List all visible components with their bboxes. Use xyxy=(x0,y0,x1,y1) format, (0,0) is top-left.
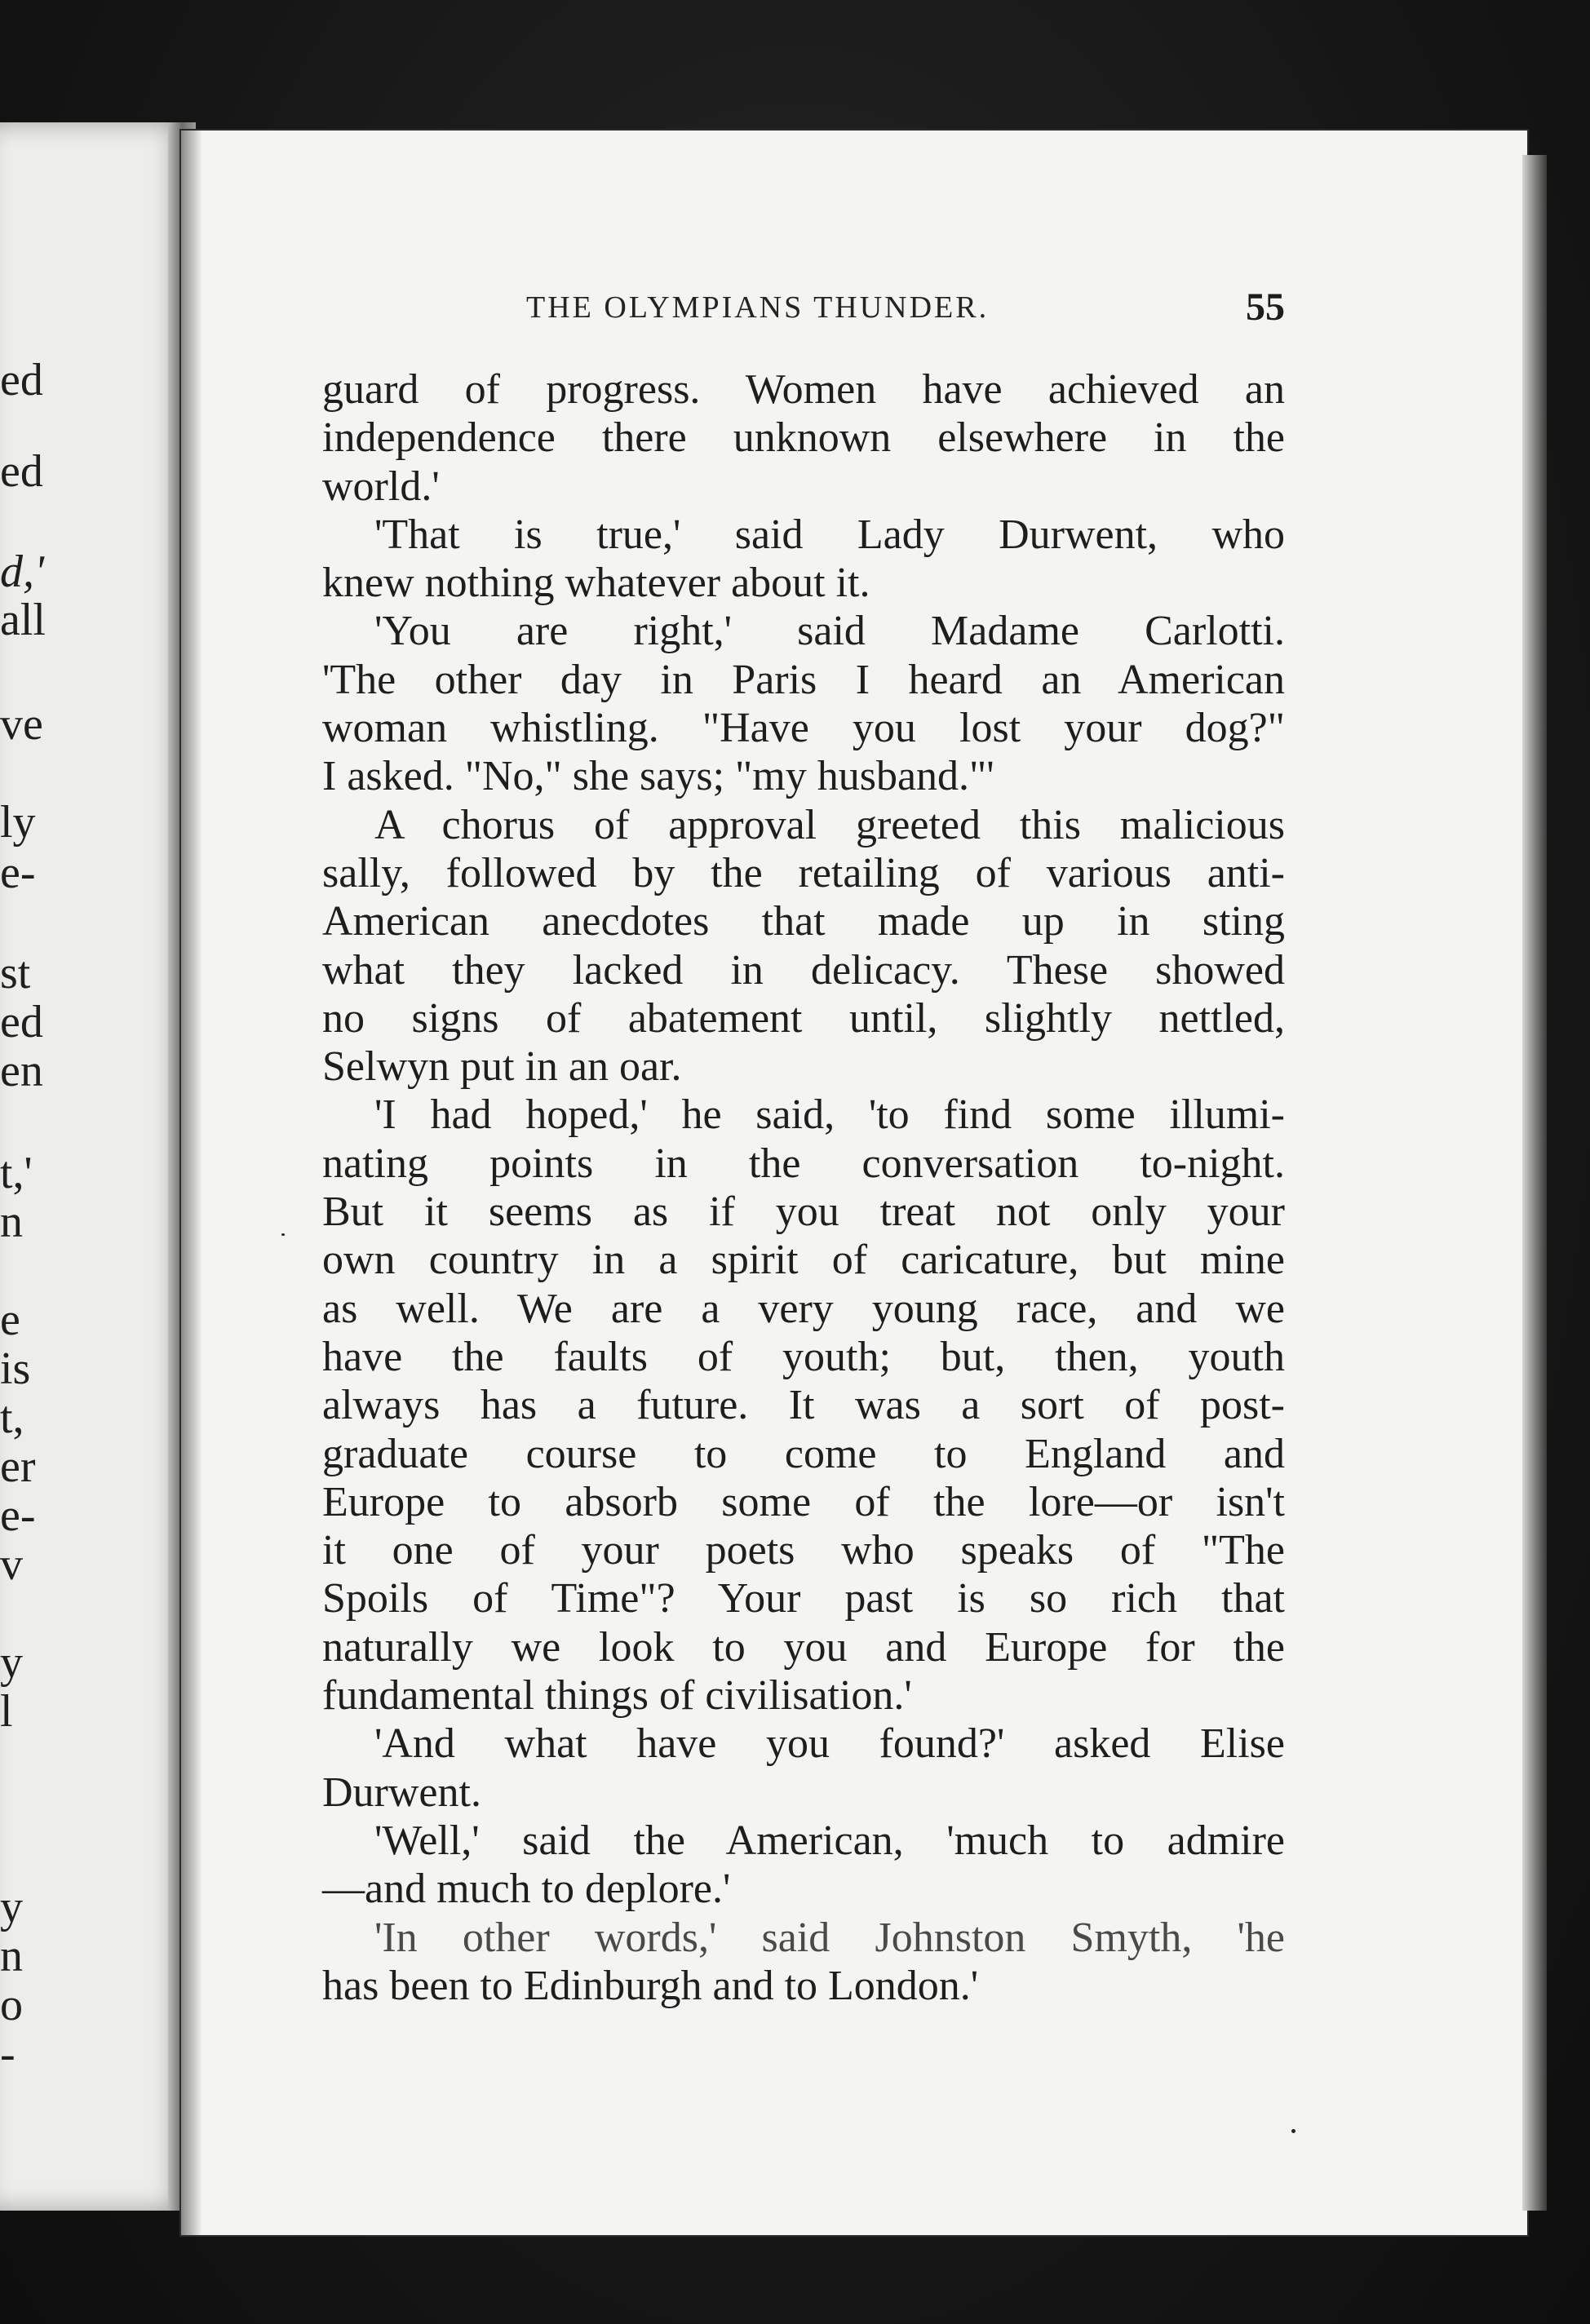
facing-page-fragment: d,' xyxy=(0,547,44,597)
text-line: But it seems as if you treat not only your xyxy=(322,1189,1285,1236)
text-line: Selwyn put in an oar. xyxy=(322,1043,682,1091)
text-line: 'And what have you found?' asked Elise xyxy=(374,1720,1285,1768)
running-head xyxy=(322,286,1285,335)
text-line: 'The other day in Paris I heard an American xyxy=(322,656,1285,703)
facing-page-fragment: l xyxy=(0,1686,13,1737)
scan-speck xyxy=(1291,2129,1295,2133)
facing-page-fragment: ed xyxy=(0,355,43,405)
facing-page-fragment: en xyxy=(0,1046,43,1096)
text-line: I asked. "No," she says; "my husband."' xyxy=(322,753,994,800)
text-line: 'You are right,' said Madame Carlotti. xyxy=(374,608,1285,655)
text-line: independence there unknown elsewhere in the xyxy=(322,414,1285,462)
text-line: no signs of abatement until, slightly nettled, xyxy=(322,994,1285,1042)
facing-page-fragment: er xyxy=(0,1441,36,1492)
text-line: Europe to absorb some of the lore—or isn't xyxy=(322,1478,1285,1525)
text-line: Spoils of Time"? Your past is so rich that xyxy=(322,1575,1285,1622)
facing-page-fragment: all xyxy=(0,595,46,645)
facing-page-fragment: e- xyxy=(0,1490,36,1541)
text-line: sally, followed by the retailing of various anti- xyxy=(322,849,1285,896)
text-line: own country in a spirit of caricature, but mine xyxy=(322,1237,1285,1284)
page-number: 55 xyxy=(1246,286,1285,329)
text-line: —and much to deplore.' xyxy=(322,1866,731,1913)
facing-page-fragment: t, xyxy=(0,1392,24,1443)
page-outer-edge xyxy=(1522,155,1547,2211)
running-title: THE OLYMPIANS THUNDER. xyxy=(526,290,990,325)
facing-page-fragment: is xyxy=(0,1343,31,1394)
facing-page-fragment: st xyxy=(0,948,31,998)
text-line: woman whistling. "Have you lost your dog?" xyxy=(322,705,1285,752)
facing-page-fragment: - xyxy=(0,2029,16,2079)
facing-page-fragment: ed xyxy=(0,997,43,1047)
text-line: it one of your poets who speaks of "The xyxy=(322,1527,1285,1574)
facing-page-fragment: e xyxy=(0,1295,20,1345)
page-inner-edge xyxy=(181,131,202,2235)
facing-page-fragment: e- xyxy=(0,848,36,898)
facing-page-fragment: y xyxy=(0,1882,23,1932)
facing-page-fragment: n xyxy=(0,1197,23,1247)
facing-page-fragment: ly xyxy=(0,797,36,848)
text-line: 'I had hoped,' he said, 'to find some illumi- xyxy=(374,1091,1285,1139)
text-line: graduate course to come to England and xyxy=(322,1430,1285,1477)
text-line: American anecdotes that made up in sting xyxy=(322,898,1285,945)
text-line: as well. We are a very young race, and we xyxy=(322,1285,1285,1332)
text-line: fundamental things of civilisation.' xyxy=(322,1672,912,1720)
facing-page-fragment: v xyxy=(0,1539,23,1590)
text-line: 'Well,' said the American, 'much to admire xyxy=(374,1817,1285,1864)
text-line: 'That is true,' said Lady Durwent, who xyxy=(374,511,1285,558)
text-line: have the faults of youth; but, then, youth xyxy=(322,1333,1285,1380)
body-text xyxy=(322,365,1285,2010)
text-line: world.' xyxy=(322,463,440,510)
facing-page-left xyxy=(0,122,189,2211)
text-line: always has a future. It was a sort of post- xyxy=(322,1382,1285,1429)
text-line: Durwent. xyxy=(322,1768,481,1816)
facing-page-fragment: t,' xyxy=(0,1148,33,1198)
facing-page-fragment: o xyxy=(0,1980,23,2030)
text-line: nating points in the conversation to-night. xyxy=(322,1140,1285,1187)
text-line: guard of progress. Women have achieved an xyxy=(322,366,1285,413)
facing-page-fragment: ed xyxy=(0,446,43,497)
facing-page-fragment: y xyxy=(0,1637,23,1688)
text-line: knew nothing whatever about it. xyxy=(322,560,870,607)
scan-speck xyxy=(281,1233,285,1236)
text-line: what they lacked in delicacy. These showed xyxy=(322,946,1285,994)
text-line: 'In other words,' said Johnston Smyth, 'he xyxy=(374,1914,1285,1961)
text-line: naturally we look to you and Europe for the xyxy=(322,1623,1285,1671)
facing-page-fragment: ve xyxy=(0,699,43,750)
facing-page-fragment: n xyxy=(0,1931,23,1981)
text-line: has been to Edinburgh and to London.' xyxy=(322,1962,979,2009)
text-line: A chorus of approval greeted this malicious xyxy=(374,801,1285,848)
